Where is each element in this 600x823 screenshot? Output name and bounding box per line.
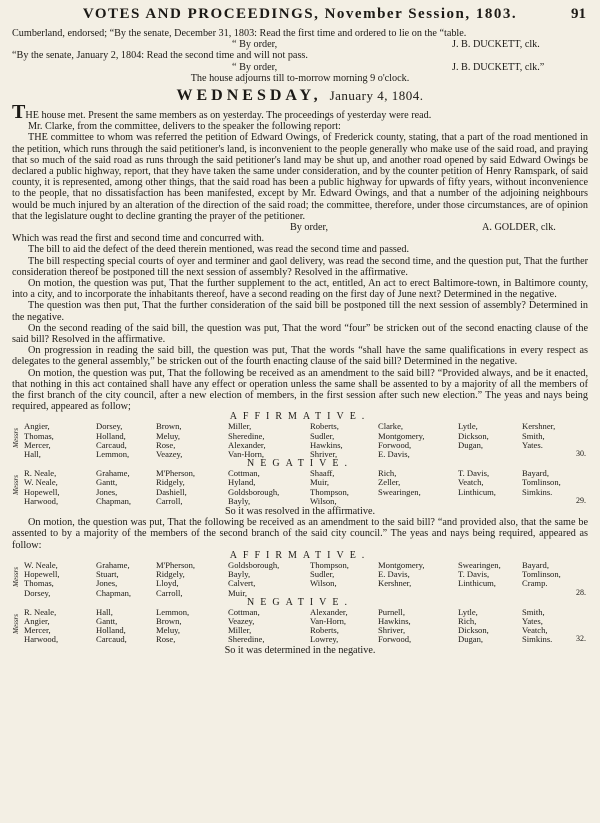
clerk-signature-3: A. GOLDER, clk. <box>482 222 556 234</box>
vote1-negative-heading: NEGATIVE. <box>247 458 353 470</box>
vote1-negative-names <box>24 469 588 506</box>
vote-name-column: Smith, Yates, Veatch, Simkins. <box>522 606 553 645</box>
vote-name-column: Bayard, Tomlinson, Cramp. <box>522 559 561 589</box>
vote-name-column: W. Neale, Hopewell, Thomas, Dorsey, <box>24 559 60 598</box>
paragraph-baltimore-motion: On motion, the question was put, That the further supplement to the act, entitled, An act to erect Baltimore-town, in Baltimore county, into a city, and to incorporate the inhabitants thereof, have a second reading on the first day of June next? Determined in the negative. <box>12 278 588 301</box>
page-number: 91 <box>571 6 586 22</box>
vote1-affirmative-heading: AFFIRMATIVE. <box>229 411 371 423</box>
by-order-3: By order, <box>290 222 329 234</box>
vote-name-column: Swearingen, T. Davis, Linthicum, <box>458 559 501 589</box>
signature-line-1 <box>12 39 588 50</box>
vote-name-column: Alexander, Van-Horn, Roberts, Lowrey, <box>310 606 348 645</box>
vote2-result: So it was determined in the negative. <box>224 644 376 656</box>
vote1-affirmative-names <box>24 422 588 459</box>
day-name: WEDNESDAY, <box>176 86 322 104</box>
vote-name-column: Thompson, Sudler, Wilson, <box>310 559 349 589</box>
vote-name-column: Grahame, Gantt, Jones, Chapman, <box>96 468 132 506</box>
vote1-negative-count: 29. <box>576 495 586 505</box>
clerk-signature-2: J. B. DUCKETT, clk.” <box>452 61 545 73</box>
vote-name-column: Goldsborough, Bayly, Calvert, Muir, <box>228 559 280 598</box>
vote2-affirmative-names <box>24 561 588 598</box>
vote-name-column: T. Davis, Veatch, Linthicum, <box>458 468 496 497</box>
running-title: VOTES AND PROCEEDINGS, November Session, 1803. <box>82 6 518 22</box>
vote-name-column: Purnell, Hawkins, Shriver, Forwood, <box>378 606 412 645</box>
senate-endorsement-2: “By the senate, January 2, 1804: Read the second time and will not pass. <box>12 50 308 62</box>
paragraph-committee-report: THE committee to whom was referred the petition of Edward Owings, of Frederick county, stating, that a part of the road mentioned in the petition, which runs through the said petitioner's land, is inconvenient to the people generally who make use of the said road, and praying that so much of the said road as runs through the said petitioner's land may be shut up, and another road opened by said Edward Owings be declared a public highway, report, that they have taken the same under consideration, and by the counter petition of Henry Ramspark, of said county, it is represented, among other things, that the said road has been a public highway for upwards of fifty years, without inconvenience to the people, that no dissatisfaction has been manifested, except by Mr. Edward Owings, and that a number of the adjoining neighbours would be much injured by an alteration of the direction of the said road; the committee, therefore, under those circumstances, are of opinion that the legislature ought to decline granting the prayer of the petitioner. <box>12 132 588 222</box>
paragraph-report-intro: Mr. Clarke, from the committee, delivers to the speaker the following report: <box>28 121 341 133</box>
vote-name-column: Cottman, Veazey, Miller, Sheredine, <box>228 606 265 645</box>
paragraph-progression: On progression in reading the said bill, the question was put, That the words “shall have the same qualifications in every respect as delegates to the general assembly,” be stricken out of the fourth enacting clause of the said bill? Determined in the negative. <box>12 345 588 368</box>
vote-name-column: Angier, Thomas, Mercer, Hall, <box>24 421 54 460</box>
adjournment-note: The house adjourns till to-morrow morning 9 o'clock. <box>190 72 410 84</box>
vote-name-column: Bayard, Tomlinson, Simkins. <box>522 468 561 497</box>
messrs-label: Messrs <box>12 613 20 634</box>
paragraph-concurred: Which was read the first and second time and concurred with. <box>12 233 265 245</box>
messrs-label: Messrs <box>12 428 20 449</box>
vote-name-column: Lytle, Dickson, Dugan, <box>458 421 489 450</box>
vote-name-column: Brown, Meluy, Rose, Veazey, <box>156 421 183 460</box>
vote1-negative-list <box>12 469 588 506</box>
vote-name-column: Montgomery, E. Davis, Kershner, <box>378 559 425 589</box>
vote2-negative-list <box>12 608 588 645</box>
paragraph-special-courts: The bill respecting special courts of oyer and terminer and gaol delivery, was read the second time, and the question put, That the further consideration thereof be postponed till the next session of assembly? Resolved in the affirmative. <box>12 255 588 278</box>
paragraph-postpone-question: The question was then put, That the further consideration of the said bill be postponed till the next session of assembly? Determined in the negative. <box>12 300 588 323</box>
clerk-signature-1: J. B. DUCKETT, clk. <box>452 39 540 51</box>
paragraph-amendment-2: On motion, the question was put, That the following be received as an amendment to the said bill? “and provided also, that the same be assented to by a majority of the members of the second branch of the said city council.” The yeas and nays being required, appeared as follow: <box>12 517 588 551</box>
vote-name-column: M'Pherson, Ridgely, Dashiell, Carroll, <box>156 468 196 506</box>
vote-name-column: M'Pherson, Ridgely, Lloyd, Carroll, <box>156 559 196 598</box>
paragraph-deed-bill: The bill to aid the defect of the deed therein mentioned, was read the second time and passed. <box>28 244 410 256</box>
vote2-affirmative-count: 28. <box>576 587 586 597</box>
vote-name-column: Lemmon, Brown, Meluy, Rose, <box>156 606 190 645</box>
by-order-2: “ By order, <box>232 61 278 73</box>
vote-name-column: Dorsey, Holland, Carcaud, Lemmon, <box>96 421 130 460</box>
vote-name-column: R. Neale, W. Neale, Hopewell, Harwood, <box>24 468 60 506</box>
vote-name-column: Clarke, Montgomery, Forwood, E. Davis, <box>378 421 425 460</box>
day-date: January 4, 1804. <box>329 87 424 103</box>
vote1-affirmative-list <box>12 422 588 459</box>
vote-name-column: Grahame, Stuart, Jones, Chapman, <box>96 559 132 598</box>
vote-name-column: Cottman, Hyland, Goldsborough, Bayly, <box>228 468 280 506</box>
page-header <box>12 6 588 28</box>
vote2-affirmative-list <box>12 561 588 598</box>
vote-name-column: Hall, Gantt, Holland, Carcaud, <box>96 606 127 645</box>
paragraph-house-met: THE house met. Present the same members as on yesterday. The proceedings of yesterday were read. <box>12 100 432 123</box>
paragraph-second-reading: On the second reading of the said bill, the question was put, That the word “four” be stricken out of the second enacting clause of the said bill? Resolved in the affirmative. <box>12 322 588 346</box>
day-heading <box>12 86 588 106</box>
vote2-negative-count: 32. <box>576 634 586 644</box>
signature-line-3 <box>12 222 588 233</box>
signature-line-2 <box>12 62 588 73</box>
paragraph-amendment-1: On motion, the question was put, That the following be received as an amendment to the said bill? “Provided always, and be it enacted, that nothing in this act contained shall have any effect or operation unless the same shall be assented to by a majority of all the members of the first branch of the city council, after a new election of members, in the first session after such new election.” The yeas and nays being required, appeared as follow; <box>12 367 588 413</box>
drop-cap: T <box>12 100 26 123</box>
vote2-negative-heading: NEGATIVE. <box>247 596 353 608</box>
messrs-label: Messrs <box>12 566 20 587</box>
vote-name-column: Roberts, Sudler, Hawkins, Shriver, <box>310 421 343 460</box>
vote-name-column: Kershner, Smith, Yates. <box>522 421 556 450</box>
messrs-label: Messrs <box>12 475 20 496</box>
vote-name-column: Shaaff, Muir, Thompson, Wilson, <box>310 468 349 506</box>
vote-name-column: Miller, Sheredine, Alexander, Van-Horn, <box>228 421 266 460</box>
vote-name-column: Rich, Zeller, Swearingen, <box>378 468 421 497</box>
senate-endorsement-1: Cumberland, endorsed; “By the senate, December 31, 1803: Read the first time and ordered to lie on the “table. <box>12 28 467 39</box>
journal-page <box>12 6 588 656</box>
vote1-affirmative-count: 30. <box>576 449 586 459</box>
by-order-1: “ By order, <box>232 39 278 51</box>
vote1-result: So it was resolved in the affirmative. <box>224 506 376 518</box>
vote2-affirmative-heading: AFFIRMATIVE. <box>229 549 371 561</box>
vote2-negative-names <box>24 608 588 645</box>
vote-name-column: Lytle, Rich, Dickson, Dugan, <box>458 606 489 645</box>
vote-name-column: R. Neale, Angier, Mercer, Harwood, <box>24 606 59 645</box>
